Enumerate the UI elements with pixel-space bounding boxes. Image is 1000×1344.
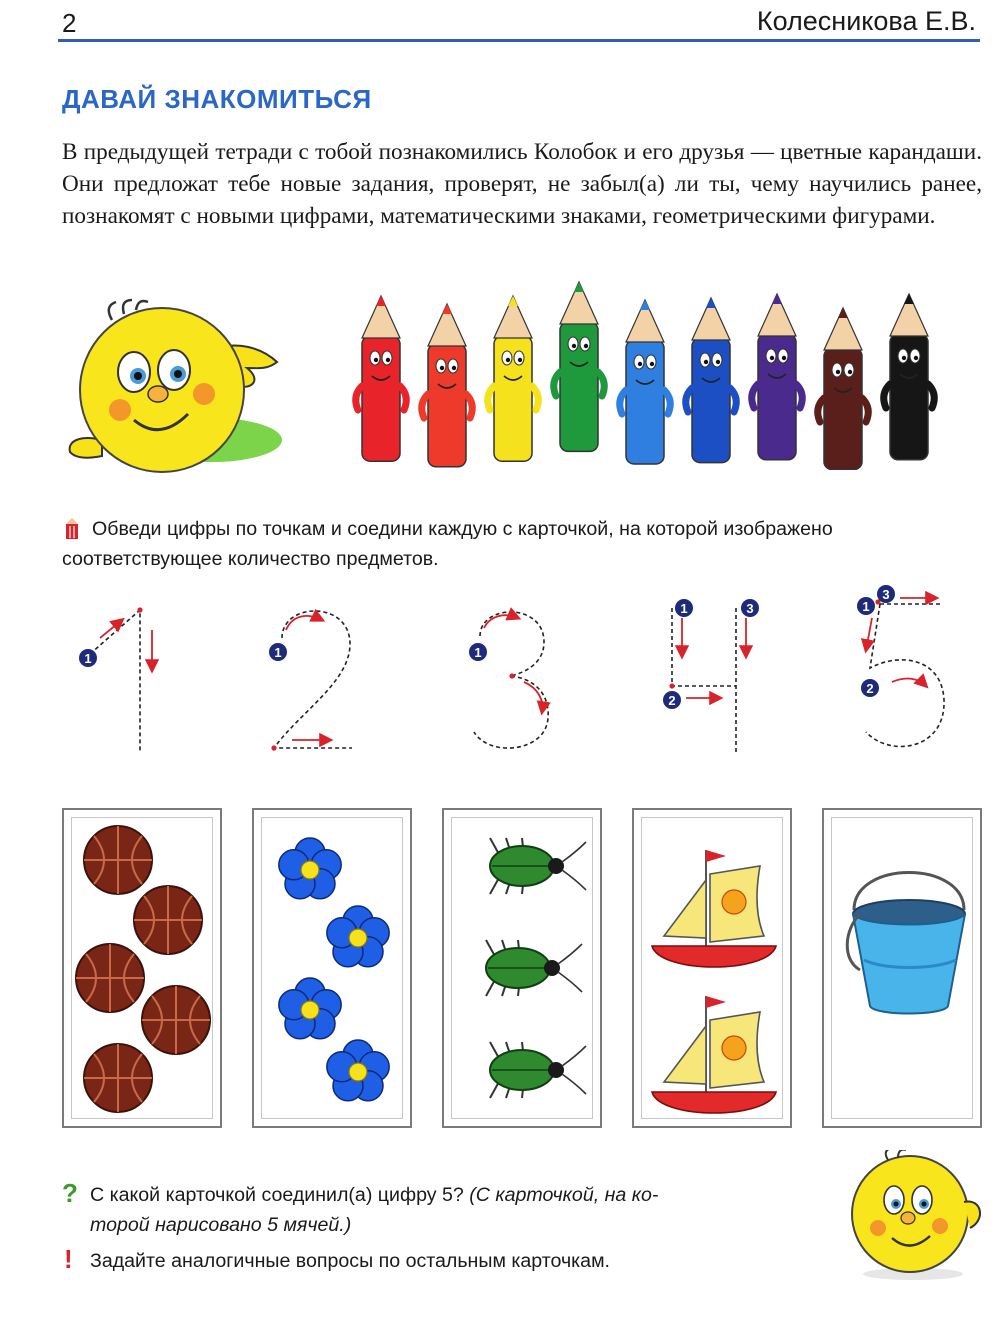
basketball (84, 1044, 152, 1112)
question-mark-icon: ? (62, 1178, 78, 1208)
card-bucket[interactable] (822, 808, 982, 1128)
marker-1 (79, 649, 97, 667)
pencil-character (554, 282, 605, 451)
task-line-1: Обведи цифры по точкам и соедини каждую с карточкой, на которой изображено (92, 518, 833, 540)
section-title: ДАВАЙ ЗНАКОМИТЬСЯ (62, 84, 372, 114)
page-header (0, 0, 1000, 44)
beetle (490, 1042, 586, 1098)
basketball (84, 826, 152, 894)
question-answer-part-1: (С карточкой, на ко- (469, 1184, 659, 1206)
card-beetles[interactable] (442, 808, 602, 1128)
basketball (76, 944, 144, 1012)
pencil-character (620, 300, 671, 464)
author-name: Колесникова Е.В. (756, 6, 976, 36)
basketball (142, 986, 210, 1054)
svg-text:3: 3 (882, 587, 890, 602)
pencil-character (488, 296, 539, 461)
svg-text:1: 1 (862, 599, 870, 614)
beetle (486, 940, 582, 996)
marker-1 (675, 599, 693, 617)
card-basketballs[interactable] (62, 808, 222, 1128)
digit-2-trace[interactable] (269, 611, 352, 751)
card-flowers[interactable] (252, 808, 412, 1128)
sailboats-picture (634, 810, 794, 1130)
kolobok-small-illustration (838, 1150, 988, 1280)
svg-text:2: 2 (866, 681, 874, 696)
red-pencil-icon (62, 518, 82, 540)
svg-text:2: 2 (668, 693, 676, 708)
sailboat (652, 996, 776, 1113)
intro-paragraph: В предыдущей тетради с тобой познакомились Колобок и его друзья — цветные карандаши. Они предложат тебе новые задания, проверят, не забыл(а) ли ты, чему научились ранее, познакомят с новыми цифрами, математическими знаками, геометрическими фигурами. (62, 139, 982, 229)
flower (279, 838, 341, 899)
flowers-picture (254, 810, 414, 1130)
digit-5-trace[interactable] (857, 585, 944, 746)
question-block (62, 1180, 822, 1240)
flower (279, 978, 341, 1039)
digit-1-trace[interactable] (79, 607, 152, 752)
marker-2 (663, 691, 681, 709)
pencils-illustration (350, 280, 960, 470)
card-sailboats[interactable] (632, 808, 792, 1128)
marker-3 (741, 599, 759, 617)
svg-text:3: 3 (746, 601, 754, 616)
flower (327, 906, 389, 967)
beetles-picture (444, 810, 604, 1130)
pencil-character (422, 304, 473, 467)
sailboat (652, 850, 776, 967)
marker-1 (269, 643, 287, 661)
pencil-character (686, 298, 737, 463)
pencil-character (356, 296, 407, 461)
question-answer-part-2: торой нарисовано 5 мячей.) (90, 1214, 352, 1236)
page-number: 2 (62, 8, 77, 38)
pencil-character (884, 294, 935, 460)
exclamation-mark-icon: ! (64, 1244, 73, 1274)
kolobok-illustration (62, 290, 282, 480)
question-text: С какой карточкой соединил(а) цифру 5? (90, 1184, 464, 1206)
bucket-picture (824, 810, 984, 1130)
digit-4-trace[interactable] (663, 599, 759, 752)
svg-text:1: 1 (474, 645, 482, 660)
svg-text:1: 1 (680, 601, 688, 616)
svg-text:1: 1 (274, 645, 282, 660)
header-rule (58, 39, 980, 42)
pencil-character (752, 294, 803, 460)
beetle (490, 838, 586, 894)
marker-1 (469, 643, 487, 661)
digit-tracing-row (60, 582, 980, 772)
basketballs-picture (64, 810, 224, 1130)
marker-2 (861, 679, 879, 697)
task-line-2: соответствующее количество предметов. (62, 548, 439, 570)
instruction-block (62, 1246, 610, 1276)
digit-3-trace[interactable] (469, 612, 548, 748)
task-instruction (62, 514, 992, 574)
svg-text:1: 1 (84, 651, 92, 666)
marker-1 (857, 597, 875, 615)
instruction-text: Задайте аналогичные вопросы по остальным карточкам. (90, 1250, 610, 1272)
flower (327, 1040, 389, 1101)
marker-3 (877, 585, 895, 603)
pencil-character (818, 308, 869, 470)
basketball (134, 886, 202, 954)
